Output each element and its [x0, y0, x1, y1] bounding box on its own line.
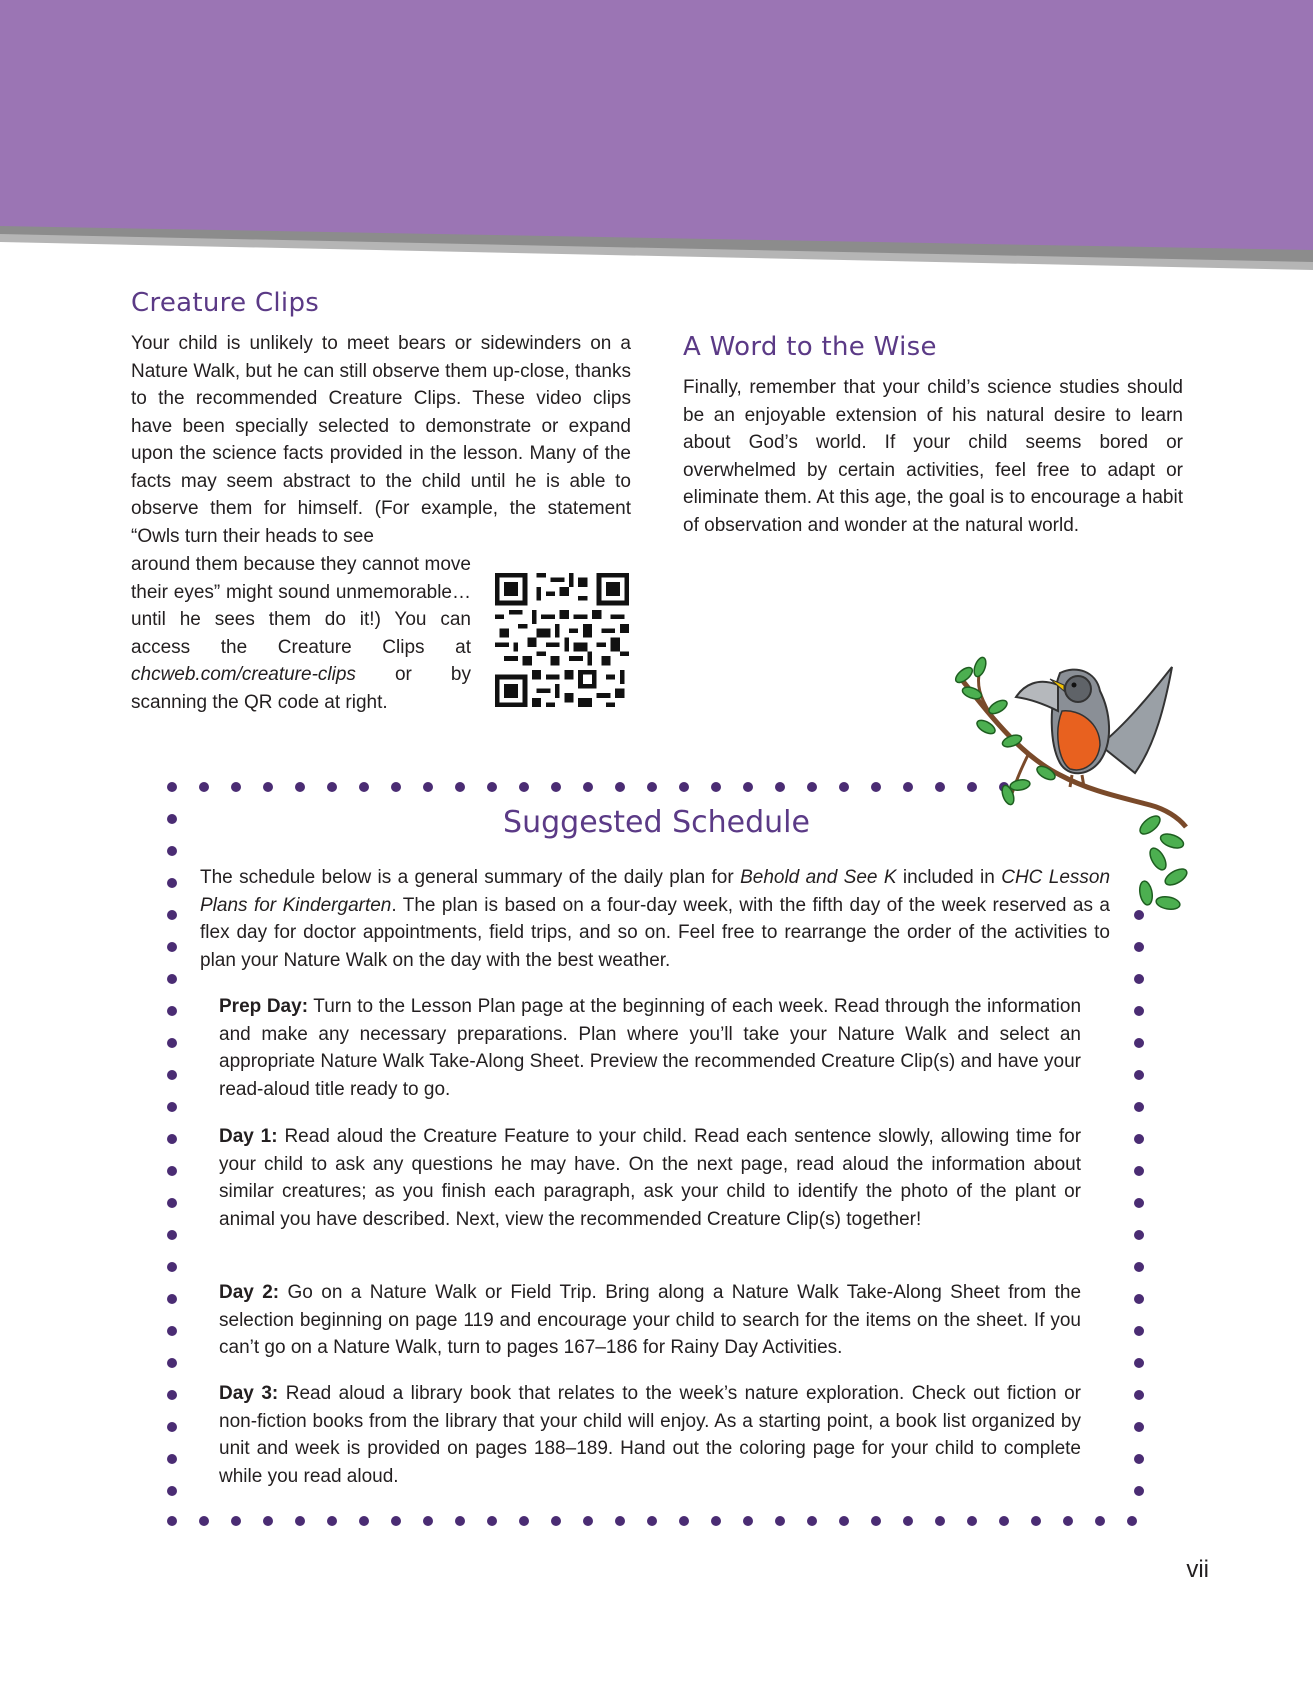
border-dot — [1134, 974, 1144, 984]
border-dot — [807, 782, 817, 792]
border-dot — [615, 782, 625, 792]
page-number: vii — [1186, 1556, 1209, 1583]
border-dot — [1134, 1262, 1144, 1272]
day-text: Turn to the Lesson Plan page at the beginning of each week. Read through the information and make any necessary preparations. Plan where you’ll take your Nature Walk and select an appropriate Nature Walk Take-Along Sheet. Preview the recommended Creature Clip(s) and have your read-aloud title ready to go. — [219, 996, 1082, 1100]
border-dot — [679, 1516, 689, 1526]
border-dot — [1031, 1516, 1041, 1526]
day-label: Day 3: — [219, 1383, 279, 1404]
border-dot — [583, 782, 593, 792]
border-dot — [167, 1134, 177, 1144]
border-dot — [167, 910, 177, 920]
border-dot — [807, 1516, 817, 1526]
border-dot — [167, 1454, 177, 1464]
border-dot — [1127, 1516, 1137, 1526]
border-dot — [167, 1262, 177, 1272]
border-dot — [199, 782, 209, 792]
border-dot — [167, 1198, 177, 1208]
schedule-intro-text: . The plan is based on a four-day week, with the fifth day of the week reserved as a flex day for doctor appointments, field trips, and so on. Feel free to rearrange the order of the activities to plan your Nature Walk on the day with the best weather. — [200, 894, 1110, 971]
border-dot — [839, 782, 849, 792]
border-dot — [871, 1516, 881, 1526]
day-label: Day 2: — [219, 1282, 280, 1303]
border-dot — [1134, 1198, 1144, 1208]
border-dot — [999, 1516, 1009, 1526]
border-dot — [1134, 1358, 1144, 1368]
day-text: Go on a Nature Walk or Field Trip. Bring along a Nature Walk Take-Along Sheet from the selection beginning on page 119 and encourage your child to search for the items on the sheet. If you can’t go on a Nature Walk, turn to pages 167–186 for Rainy Day Activities. — [219, 1282, 1082, 1358]
book-title: Behold and See K — [740, 867, 897, 888]
border-dot — [231, 1516, 241, 1526]
border-dot — [167, 942, 177, 952]
border-dot — [1134, 1422, 1144, 1432]
border-dot — [935, 1516, 945, 1526]
border-dot — [647, 782, 657, 792]
border-dot — [839, 1516, 849, 1526]
border-dot — [711, 782, 721, 792]
border-dot — [1134, 1070, 1144, 1080]
border-dot — [167, 1390, 177, 1400]
border-dot — [455, 782, 465, 792]
border-dot — [167, 1038, 177, 1048]
border-dot — [1134, 942, 1144, 952]
border-dot — [167, 1102, 177, 1112]
border-dot — [199, 1516, 209, 1526]
creature-clips-paragraph: Your child is unlikely to meet bears or sidewinders on a Nature Walk, but he can still observe them up-close, thanks to the recommended Creature Clips. These video clips have been specially selected to demonstrate or expand upon the science facts provided in the lesson. Many of the facts may seem abstract to the child until he is able to observe them for himself. (For example, the statement “Owls turn their heads to see — [131, 333, 631, 547]
border-dot — [1095, 1516, 1105, 1526]
border-dot — [1134, 1134, 1144, 1144]
border-dot — [167, 1006, 177, 1016]
border-dot — [647, 1516, 657, 1526]
border-dot — [1134, 1294, 1144, 1304]
border-dot — [551, 1516, 561, 1526]
border-dot — [391, 782, 401, 792]
border-dot — [167, 1326, 177, 1336]
border-dot — [1134, 1038, 1144, 1048]
day-label: Day 1: — [219, 1126, 278, 1147]
border-dot — [775, 782, 785, 792]
day-text: Read aloud the Creature Feature to your child. Read each sentence slowly, allowing time for your child to ask any questions he may have. On the next page, read aloud the information about similar creatures; as you finish each paragraph, ask your child to identify the photo of the plant or animal you have described. Next, view the recommended Creature Clip(s) together! — [219, 1126, 1082, 1230]
creature-clips-heading: Creature Clips — [131, 288, 320, 318]
creature-clips-text: around them because they cannot move their eyes” might sound unmemorable… until he sees them do it!) You can access the Creature Clips at — [131, 554, 471, 658]
border-dot — [519, 1516, 529, 1526]
border-dot — [583, 1516, 593, 1526]
border-dot — [615, 1516, 625, 1526]
border-dot — [327, 1516, 337, 1526]
border-dot — [551, 782, 561, 792]
creature-clips-link[interactable]: chcweb.com/creature-clips — [131, 664, 356, 685]
border-dot — [423, 1516, 433, 1526]
border-dot — [423, 782, 433, 792]
border-dot — [391, 1516, 401, 1526]
border-dot — [1134, 1390, 1144, 1400]
border-dot — [967, 1516, 977, 1526]
border-dot — [167, 1070, 177, 1080]
border-dot — [167, 782, 177, 792]
border-dot — [935, 782, 945, 792]
border-dot — [903, 782, 913, 792]
border-dot — [167, 1486, 177, 1496]
border-dot — [167, 1294, 177, 1304]
schedule-intro — [200, 864, 1110, 974]
border-dot — [487, 1516, 497, 1526]
border-dot — [775, 1516, 785, 1526]
border-dot — [167, 846, 177, 856]
border-dot — [679, 782, 689, 792]
border-dot — [487, 782, 497, 792]
border-dot — [167, 1166, 177, 1176]
border-dot — [1134, 1326, 1144, 1336]
border-dot — [327, 782, 337, 792]
border-dot — [263, 782, 273, 792]
lesson-plans-title: CHC Lesson Plans for Kindergarten — [200, 867, 1111, 916]
border-dot — [167, 974, 177, 984]
border-dot — [1134, 1102, 1144, 1112]
border-dot — [1134, 1230, 1144, 1240]
border-dot — [711, 1516, 721, 1526]
schedule-intro-text: included in — [902, 867, 995, 888]
border-dot — [167, 1358, 177, 1368]
border-dot — [1063, 1516, 1073, 1526]
border-dot — [167, 1422, 177, 1432]
border-dot — [263, 1516, 273, 1526]
day-3-entry — [219, 1380, 1081, 1490]
day-label: Prep Day: — [219, 996, 309, 1017]
word-to-wise-heading: A Word to the Wise — [683, 332, 937, 362]
border-dot — [903, 1516, 913, 1526]
day-2-entry — [219, 1279, 1081, 1362]
creature-clips-text-end: or by scanning the QR code at right. — [131, 664, 471, 713]
border-dot — [519, 782, 529, 792]
word-to-wise-paragraph: Finally, remember that your child’s science studies should be an enjoyable extension of his natural desire to learn about God’s world. If your child seems bored or overwhelmed by certain activities, feel free to adapt or eliminate them. At this age, the goal is to encourage a habit of observation and wonder at the natural world. — [683, 377, 1183, 536]
border-dot — [743, 782, 753, 792]
day-text: Read aloud a library book that relates to the week’s nature exploration. Check out fiction or non-fiction books from the library that your child will enjoy. As a starting point, a book list organized by unit and week is provided on pages 188–189. Hand out the coloring page for your child to complete while you read aloud. — [219, 1383, 1081, 1487]
prep-day-entry — [219, 993, 1081, 1103]
border-dot — [359, 1516, 369, 1526]
border-dot — [871, 782, 881, 792]
schedule-heading: Suggested Schedule — [503, 805, 810, 840]
border-dot — [359, 782, 369, 792]
border-dot — [167, 1230, 177, 1240]
schedule-intro-text: The schedule below is a general summary of the daily plan for — [200, 867, 734, 888]
border-dot — [1134, 1006, 1144, 1016]
border-dot — [295, 782, 305, 792]
border-dot — [1134, 1486, 1144, 1496]
border-dot — [167, 878, 177, 888]
border-dot — [743, 1516, 753, 1526]
day-1-entry — [219, 1123, 1081, 1233]
border-dot — [1134, 1166, 1144, 1176]
border-dot — [1134, 1454, 1144, 1464]
border-dot — [231, 782, 241, 792]
border-dot — [455, 1516, 465, 1526]
border-dot — [295, 1516, 305, 1526]
border-dot — [167, 1516, 177, 1526]
